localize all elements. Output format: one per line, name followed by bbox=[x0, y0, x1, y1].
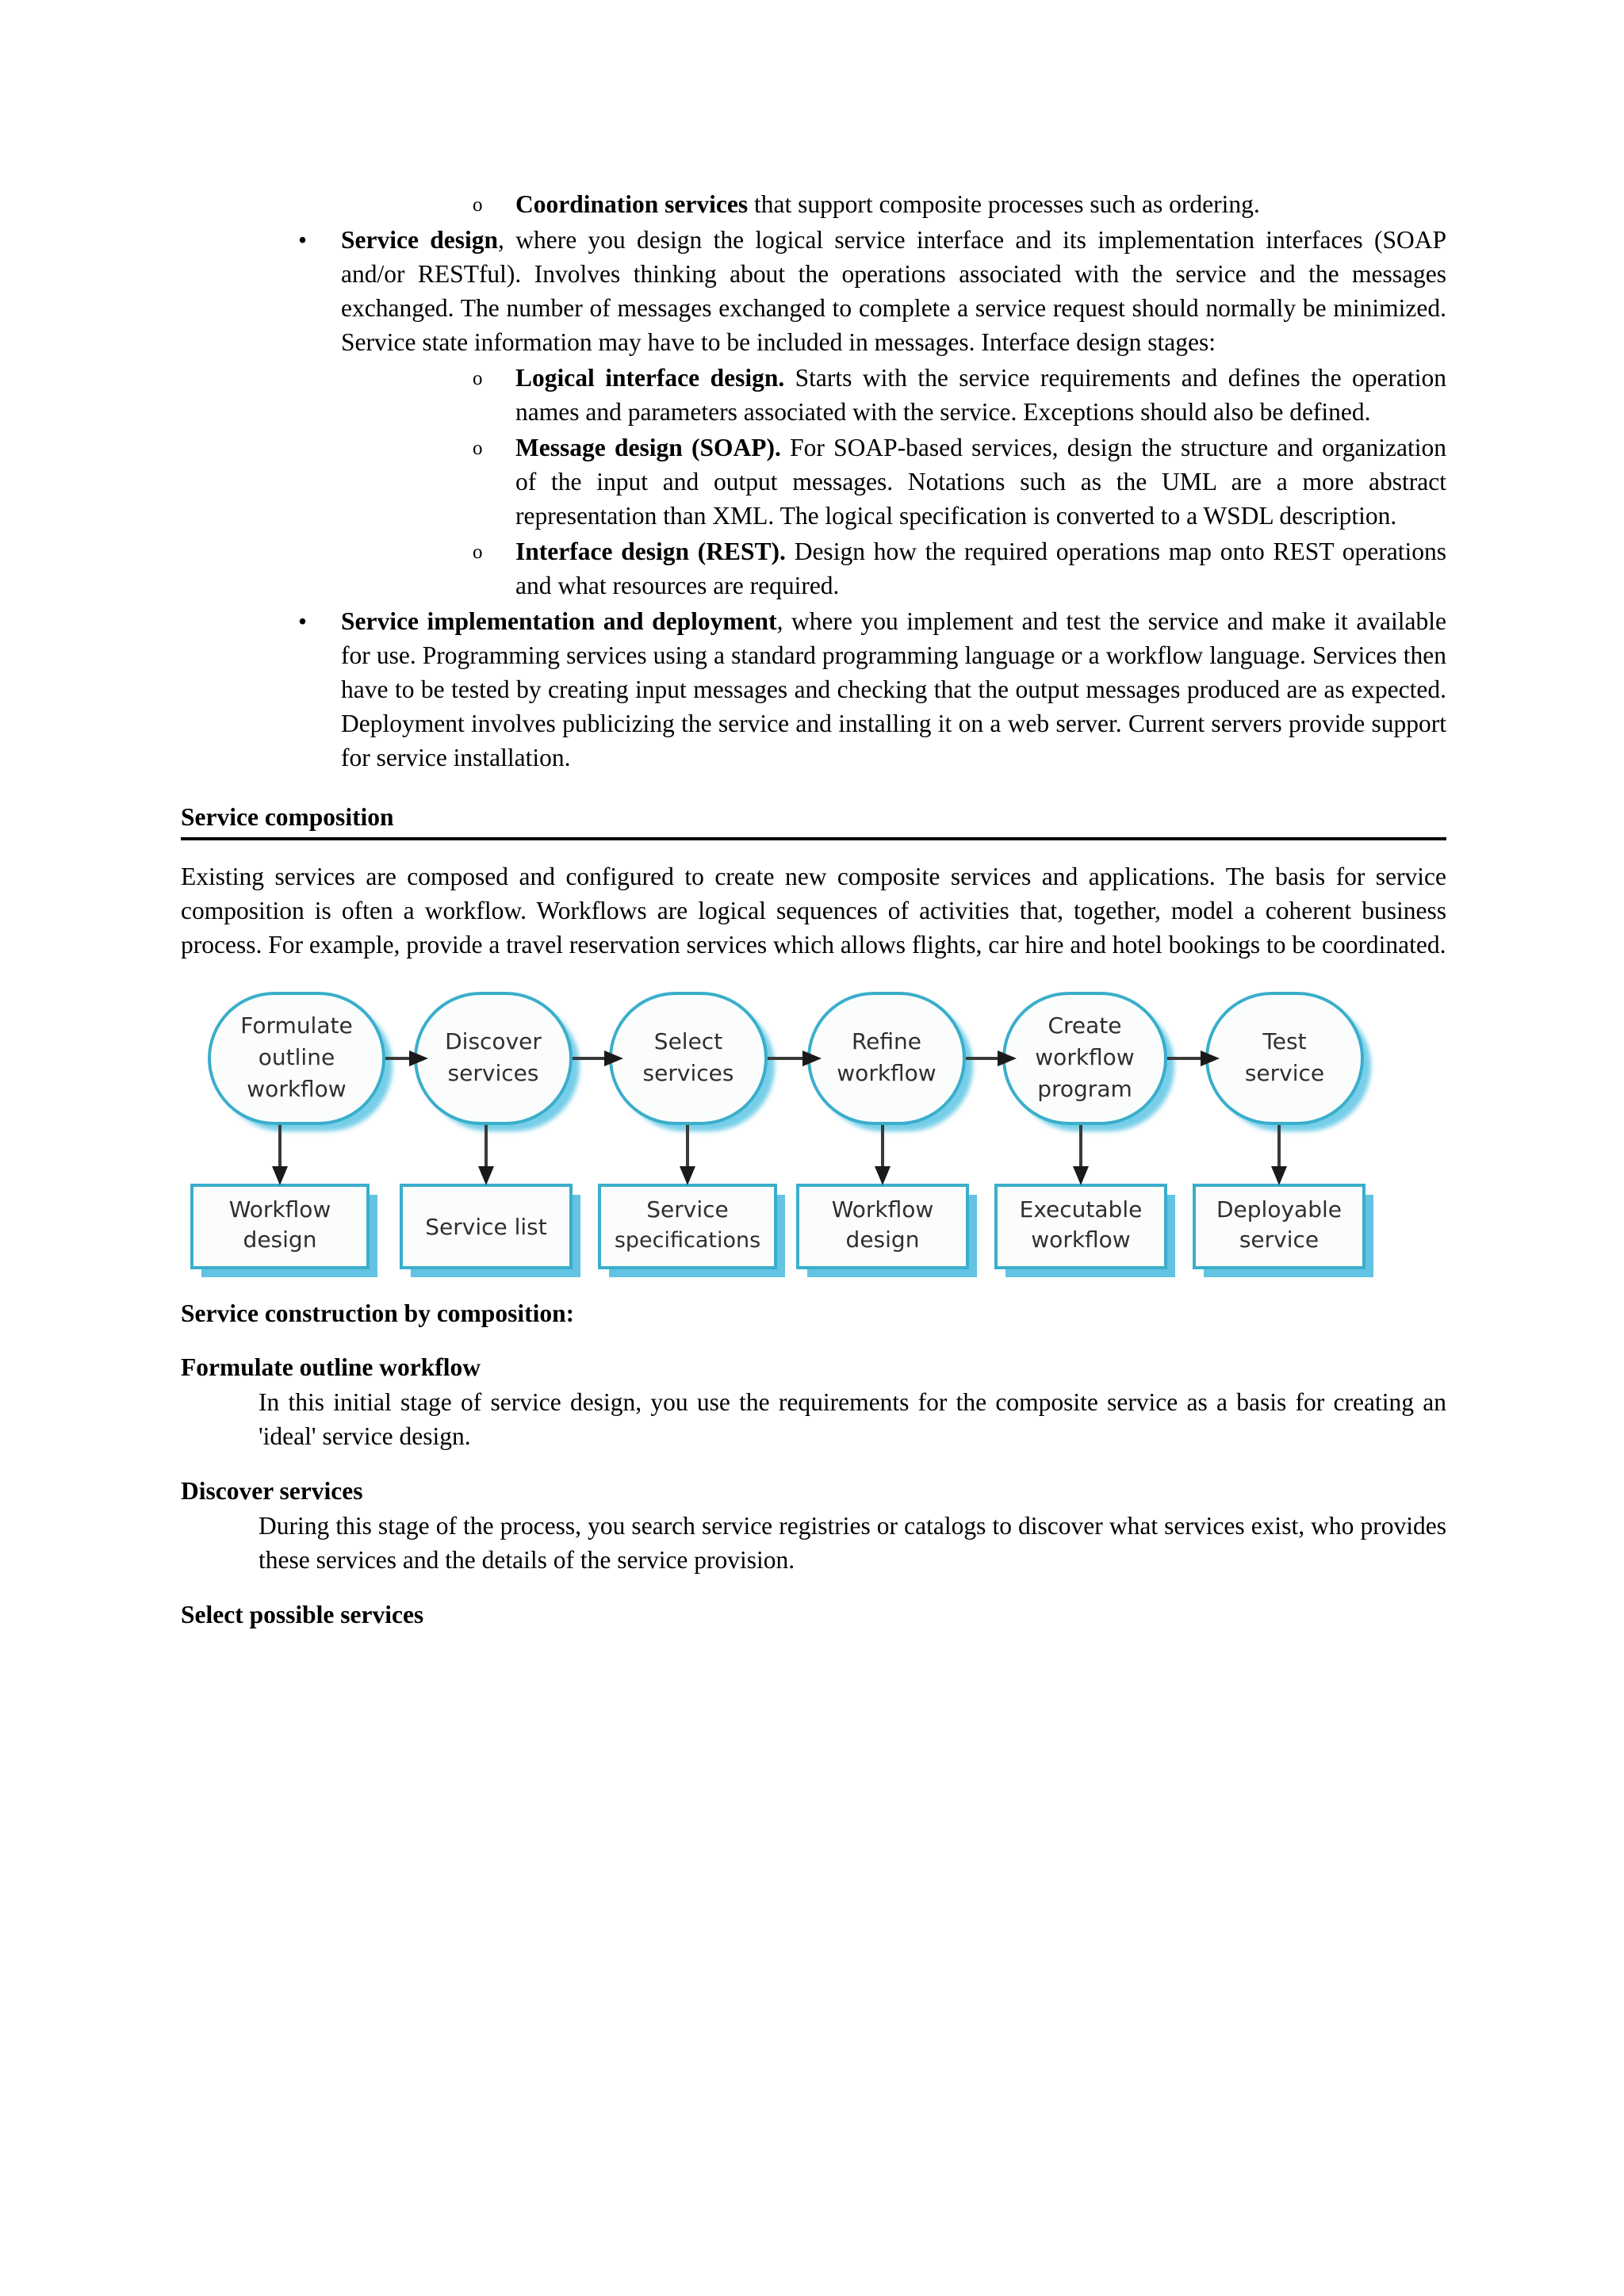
node-label-line: services bbox=[447, 1060, 539, 1086]
list-item-bold-lead: Logical interface design. bbox=[515, 364, 785, 392]
list-item-text: , where you implement and test the service and make it available for use. Programming services using a standard programming language or a workflow language. Services then have to be tested by creating input messages and checking that the output messages produced are as expected. Deployment involves publicizing the service and installing it on a web server. Current servers provide support for service installation. bbox=[341, 607, 1447, 771]
node-label-line: outline bbox=[258, 1044, 335, 1070]
flow-arrows-vertical bbox=[272, 1125, 1287, 1185]
list-item-bold-lead: Interface design (REST). bbox=[515, 538, 786, 565]
box-label-line: design bbox=[845, 1226, 920, 1253]
list-item bbox=[181, 361, 1446, 429]
process-node-select-services bbox=[611, 993, 766, 1123]
node-label-line: Formulate bbox=[240, 1012, 353, 1039]
artifact-box-deployable-service bbox=[1194, 1185, 1364, 1268]
node-label-line: Create bbox=[1048, 1012, 1122, 1039]
page-content bbox=[181, 187, 1446, 1631]
box-label-line: Workflow bbox=[831, 1196, 934, 1223]
box-label-line: Executable bbox=[1019, 1196, 1143, 1223]
list-bullet-marker: o bbox=[473, 541, 483, 563]
node-label-line: service bbox=[1244, 1060, 1325, 1086]
list-item bbox=[181, 534, 1446, 603]
process-node-formulate-outline-workflow bbox=[209, 993, 384, 1123]
list-item-bold-lead: Service implementation and deployment bbox=[341, 607, 777, 635]
section-paragraph: Existing services are composed and configured to create new composite services and applications. The basis for service composition is often a workflow. Workflows are logical sequences of activities that, together, model a coherent business process. For example, provide a travel reservation services which allows flights, car hire and hotel bookings to be coordinated. bbox=[181, 863, 1446, 959]
node-label-line: Discover bbox=[445, 1028, 542, 1054]
node-label-line: workflow bbox=[1035, 1044, 1135, 1070]
definition-term: Discover services bbox=[181, 1477, 363, 1505]
list-item-text: , where you design the logical service interface and its implementation interfaces (SOAP and/or RESTful). Involves thinking about the operations associated with the service and the messages exchanged. The number of messages exchanged to complete a service request should normally be minimized. Service state information may have to be included in messages. Interface design stages: bbox=[341, 226, 1446, 356]
box-label-line: design bbox=[243, 1226, 317, 1253]
box-label-line: workflow bbox=[1031, 1226, 1131, 1253]
definition-term: Select possible services bbox=[181, 1601, 424, 1628]
artifact-box-workflow-design-2 bbox=[798, 1185, 967, 1268]
list-item-bold-lead: Coordination services bbox=[515, 190, 749, 218]
service-composition-diagram bbox=[181, 982, 1446, 1277]
artifact-box-workflow-design-1 bbox=[192, 1185, 368, 1268]
list-bullet-marker: • bbox=[298, 607, 308, 635]
list-item-text: Starts with the service requirements and defines the operation names and parameters associated with the service. Exceptions should also be defined. bbox=[515, 364, 1446, 426]
list-item bbox=[181, 430, 1446, 533]
list-item bbox=[181, 604, 1446, 775]
artifact-box-service-specifications bbox=[599, 1185, 776, 1268]
definition-body: In this initial stage of service design, you use the requirements for the composite service as a basis for creating an 'ideal' service design. bbox=[259, 1388, 1446, 1450]
node-label-line: workflow bbox=[247, 1076, 347, 1102]
list-item-text: Design how the required operations map onto REST operations and what resources are required. bbox=[515, 538, 1446, 599]
list-item bbox=[181, 223, 1446, 359]
node-label-line: program bbox=[1037, 1076, 1132, 1102]
section-heading: Service composition bbox=[181, 802, 1446, 840]
node-shadows bbox=[218, 1001, 1371, 1131]
process-node-discover-services bbox=[416, 993, 571, 1123]
sub-heading-service-construction: Service construction by composition: bbox=[181, 1299, 575, 1327]
diagram-canvas bbox=[181, 982, 1446, 1277]
box-label-line: Service list bbox=[425, 1214, 547, 1240]
process-node-create-workflow-program bbox=[1004, 993, 1166, 1123]
box-label-line: service bbox=[1239, 1226, 1320, 1253]
list-bullet-marker: o bbox=[473, 368, 483, 389]
artifact-box-service-list bbox=[401, 1185, 571, 1268]
artifact-box-executable-workflow bbox=[996, 1185, 1166, 1268]
list-item-text: that support composite processes such as ordering. bbox=[748, 190, 1260, 218]
definition-list bbox=[181, 1352, 1446, 1631]
box-label-line: Deployable bbox=[1216, 1196, 1342, 1223]
box-label-line: Workflow bbox=[228, 1196, 331, 1223]
list-bullet-marker: • bbox=[298, 226, 308, 254]
list-bullet-marker: o bbox=[473, 438, 483, 459]
definition-body: During this stage of the process, you search service registries or catalogs to discover what services exist, who provides these services and the details of the service provision. bbox=[259, 1512, 1446, 1574]
box-label-line: Service bbox=[646, 1196, 729, 1223]
list-item bbox=[181, 187, 1446, 221]
definition-term: Formulate outline workflow bbox=[181, 1353, 481, 1381]
list-bullet-marker: o bbox=[473, 194, 483, 216]
node-label-line: workflow bbox=[837, 1060, 936, 1086]
process-node-test-service bbox=[1207, 993, 1362, 1123]
list-item-text: For SOAP-based services, design the structure and organization of the input and output messages. Notations such as the UML are a more abstract representation than XML. The logical specification is converted to a WSDL description. bbox=[515, 434, 1447, 530]
box-label-line: specifications bbox=[614, 1228, 761, 1253]
list-item-bold-lead: Message design (SOAP). bbox=[515, 434, 781, 461]
node-label-line: Select bbox=[653, 1028, 723, 1054]
process-node-refine-workflow bbox=[809, 993, 964, 1123]
node-label-line: services bbox=[642, 1060, 734, 1086]
node-label-line: Refine bbox=[851, 1028, 922, 1054]
bullet-list bbox=[181, 187, 1446, 775]
list-item-bold-lead: Service design bbox=[341, 226, 499, 254]
node-label-line: Test bbox=[1262, 1028, 1307, 1054]
